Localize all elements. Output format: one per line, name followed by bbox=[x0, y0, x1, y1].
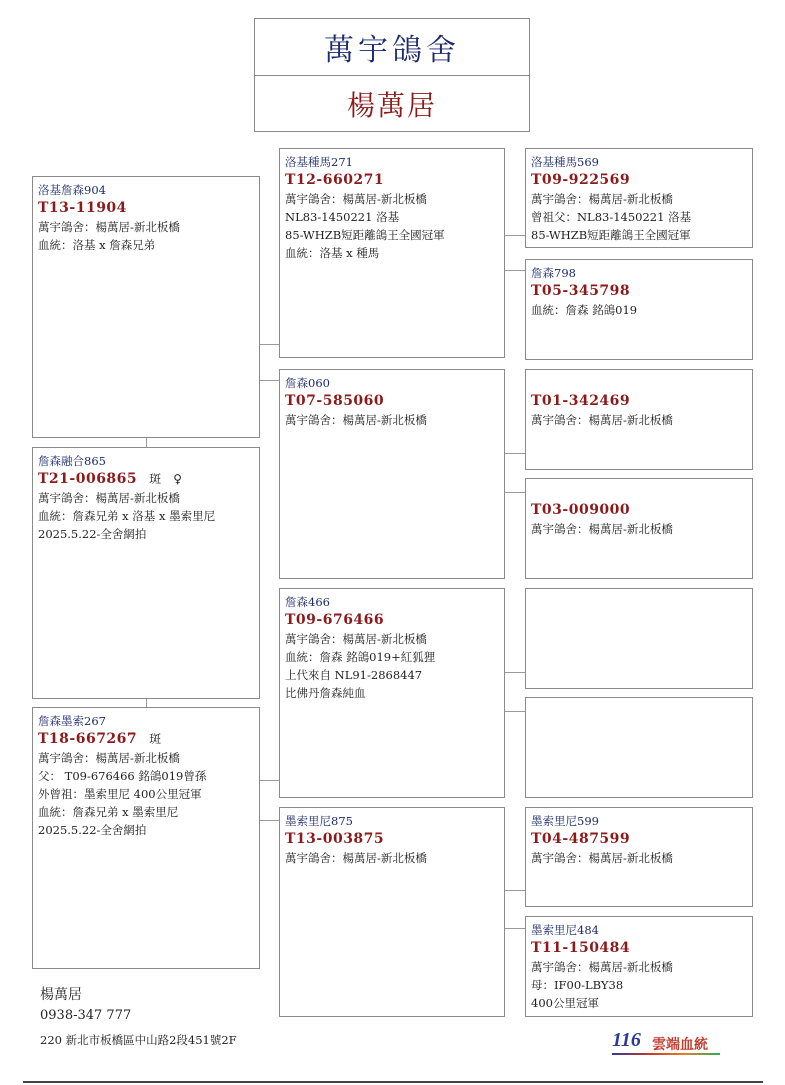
connector bbox=[505, 453, 526, 454]
pigeon-name: 墨索里尼599 bbox=[531, 814, 599, 828]
loft-title: 萬宇鴿舍 bbox=[255, 19, 529, 76]
pigeon-name: 詹森融合865 bbox=[38, 454, 106, 468]
pigeon-name: 詹森466 bbox=[285, 595, 330, 609]
connector bbox=[146, 437, 147, 447]
ring-number: T03-009000 bbox=[531, 502, 631, 518]
ring-number: T04-487599 bbox=[531, 831, 631, 847]
ring-number: T12-660271 bbox=[285, 172, 385, 188]
connector bbox=[505, 711, 526, 712]
connector bbox=[505, 928, 526, 929]
info-line: 萬宇鴿舍：楊萬居-新北板橋 bbox=[531, 522, 673, 536]
info-line: 血統：詹森兄弟 x 墨索里尼 bbox=[38, 805, 179, 819]
ring-number: T13-003875 bbox=[285, 831, 385, 847]
info-line: 2025.5.22-全舍網拍 bbox=[38, 527, 147, 541]
pigeon-card-dam2-dam bbox=[525, 916, 753, 1017]
pigeon-name: 詹森060 bbox=[285, 376, 330, 390]
logo-number: 116 bbox=[612, 1029, 641, 1051]
info-line: 萬宇鴿舍：楊萬居-新北板橋 bbox=[38, 220, 180, 234]
bottom-rule bbox=[23, 1081, 763, 1083]
pigeon-card-dam-sire bbox=[525, 369, 753, 470]
ring-row bbox=[38, 470, 254, 489]
info-line: 血統：洛基 x 詹森兄弟 bbox=[38, 238, 156, 252]
ring-number: T09-922569 bbox=[531, 172, 631, 188]
info-line: 萬宇鴿舍：楊萬居-新北板橋 bbox=[285, 192, 427, 206]
info-line: 85-WHZB短距離鴿王全國冠軍 bbox=[285, 228, 445, 242]
pigeon-card-sire-dam bbox=[525, 259, 753, 360]
pigeon-card-subject2 bbox=[32, 447, 260, 699]
info-line: 萬宇鴿舍：楊萬居-新北板橋 bbox=[38, 751, 180, 765]
info-line: 曾祖父：NL83-1450221 洛基 bbox=[531, 210, 692, 224]
info-line: 萬宇鴿舍：楊萬居-新北板橋 bbox=[531, 851, 673, 865]
pigeon-card-sire-sire bbox=[525, 148, 753, 248]
logo bbox=[612, 1030, 722, 1056]
connector bbox=[505, 492, 526, 493]
pigeon-name: 洛基種馬271 bbox=[285, 155, 353, 169]
owner-title: 楊萬居 bbox=[346, 89, 437, 122]
pigeon-card-empty bbox=[525, 588, 753, 689]
ring-number: T01-342469 bbox=[531, 393, 631, 409]
info-line: 父： T09-676466 銘鴿019曾孫 bbox=[38, 769, 207, 783]
info-line: 血統：詹森 銘鴿019 bbox=[531, 303, 638, 317]
info-line: 血統：詹森兄弟 x 洛基 x 墨索里尼 bbox=[38, 509, 216, 523]
ring-number: T11-150484 bbox=[531, 940, 631, 956]
color-label: 斑 bbox=[149, 472, 162, 486]
pigeon-card-sire bbox=[279, 148, 505, 358]
footer-address: 220 新北市板橋區中山路2段451號2F bbox=[40, 1033, 237, 1047]
info-line: 萬宇鴿舍：楊萬居-新北板橋 bbox=[531, 960, 673, 974]
connector bbox=[260, 344, 280, 345]
title-box bbox=[254, 18, 530, 132]
ring-number: T09-676466 bbox=[285, 612, 385, 628]
pigeon-card-dam2-sire bbox=[525, 807, 753, 907]
info-line: 萬宇鴿舍：楊萬居-新北板橋 bbox=[531, 192, 673, 206]
info-line: 萬宇鴿舍：楊萬居-新北板橋 bbox=[285, 632, 427, 646]
info-line: 萬宇鴿舍：楊萬居-新北板橋 bbox=[531, 413, 673, 427]
info-line: 比佛丹詹森純血 bbox=[285, 686, 366, 700]
pigeon-name: 詹森798 bbox=[531, 266, 576, 280]
pigeon-name: 洛基詹森904 bbox=[38, 183, 106, 197]
info-line: 血統：洛基 x 種馬 bbox=[285, 246, 380, 260]
info-line: 萬宇鴿舍：楊萬居-新北板橋 bbox=[285, 851, 427, 865]
info-line: 上代來自 NL91-2868447 bbox=[285, 668, 423, 682]
info-line: 萬宇鴿舍：楊萬居-新北板橋 bbox=[285, 413, 427, 427]
connector bbox=[260, 780, 280, 781]
info-line: 母：IF00-LBY38 bbox=[531, 978, 624, 992]
info-line: 萬宇鴿舍：楊萬居-新北板橋 bbox=[38, 491, 180, 505]
footer-phone: 0938-347 777 bbox=[40, 1008, 132, 1023]
pigeon-card-dam bbox=[279, 369, 505, 579]
pigeon-card-sire2 bbox=[279, 588, 505, 798]
sex-icon: ♀ bbox=[173, 472, 182, 486]
info-line: 血統：詹森 銘鴿019+紅狐狸 bbox=[285, 650, 436, 664]
pigeon-card-dam-dam bbox=[525, 478, 753, 579]
ring-number: T13-11904 bbox=[38, 200, 127, 216]
info-line: 外曾祖：墨索里尼 400公里冠軍 bbox=[38, 787, 202, 801]
info-line: 2025.5.22-全舍網拍 bbox=[38, 823, 147, 837]
ring-number: T21-006865 bbox=[38, 471, 138, 487]
connector bbox=[505, 672, 526, 673]
pigeon-card-subject bbox=[32, 176, 260, 438]
color-label: 斑 bbox=[149, 732, 162, 746]
info-line: 85-WHZB短距離鴿王全國冠軍 bbox=[531, 228, 691, 242]
pigeon-name: 墨索里尼875 bbox=[285, 814, 353, 828]
ring-row bbox=[38, 730, 254, 749]
ring-number: T05-345798 bbox=[531, 283, 631, 299]
pigeon-card-empty bbox=[525, 697, 753, 798]
connector bbox=[146, 698, 147, 707]
logo-underline bbox=[612, 1053, 720, 1055]
info-line: 400公里冠軍 bbox=[531, 996, 599, 1010]
pigeon-card-dam2 bbox=[279, 807, 505, 1017]
connector bbox=[505, 270, 526, 271]
pigeon-card-subject3 bbox=[32, 707, 260, 969]
pigeon-name: 墨索里尼484 bbox=[531, 923, 599, 937]
connector bbox=[505, 890, 526, 891]
pigeon-name: 詹森墨索267 bbox=[38, 714, 106, 728]
logo-text: 雲端血統 bbox=[652, 1037, 708, 1053]
connector bbox=[505, 235, 526, 236]
ring-number: T18-667267 bbox=[38, 731, 138, 747]
info-line: NL83-1450221 洛基 bbox=[285, 210, 400, 224]
connector bbox=[260, 380, 280, 381]
ring-number: T07-585060 bbox=[285, 393, 385, 409]
footer-name: 楊萬居 bbox=[40, 987, 82, 1003]
connector bbox=[260, 820, 280, 821]
pigeon-name: 洛基種馬569 bbox=[531, 155, 599, 169]
